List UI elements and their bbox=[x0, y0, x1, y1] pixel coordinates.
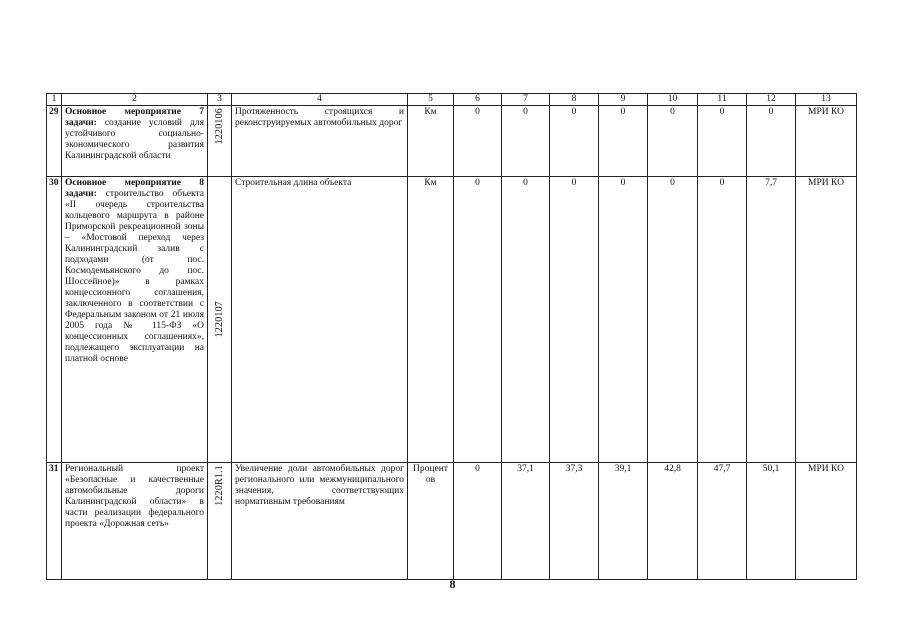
budget-code-cell bbox=[208, 463, 232, 580]
indicator-name: Увеличение доли автомобильных дорог регионального или межмуниципального значения, соответствующих нормативным требованиям bbox=[232, 463, 408, 580]
value-col-11: 0 bbox=[698, 177, 747, 463]
unit: Км bbox=[408, 106, 454, 177]
page-number: 8 bbox=[449, 577, 456, 591]
col-header-13: 13 bbox=[796, 94, 857, 106]
header-row bbox=[47, 94, 857, 106]
value-col-7: 0 bbox=[502, 106, 550, 177]
value-col-10: 0 bbox=[648, 106, 698, 177]
value-col-12: 0 bbox=[747, 106, 796, 177]
value-col-6: 0 bbox=[454, 177, 502, 463]
value-col-10: 0 bbox=[648, 177, 698, 463]
indicator-name: Строительная длина объекта bbox=[232, 177, 408, 463]
activity-name bbox=[62, 177, 208, 463]
table-row bbox=[47, 177, 857, 463]
col-header-3: 3 bbox=[208, 94, 232, 106]
activity-name-text: создание условий для устойчивого социально-экономического развития Калининградской области bbox=[65, 118, 205, 161]
value-col-6: 0 bbox=[454, 463, 502, 580]
activity-name-bold: Основное мероприятие 7 задачи: bbox=[65, 107, 204, 128]
indicators-table bbox=[46, 93, 857, 580]
budget-code: 1220106 bbox=[214, 108, 225, 145]
budget-code-cell bbox=[208, 106, 232, 177]
responsible: МРИ КО bbox=[796, 106, 857, 177]
value-col-8: 0 bbox=[550, 177, 599, 463]
value-col-7: 0 bbox=[502, 177, 550, 463]
value-col-12: 50,1 bbox=[747, 463, 796, 580]
value-col-11: 0 bbox=[698, 106, 747, 177]
activity-name-text: Региональный проект «Безопасные и качественные автомобильные дороги Калининградской области» в части реализации федерального проекта «Дорожная сеть» bbox=[65, 464, 204, 529]
value-col-11: 47,7 bbox=[698, 463, 747, 580]
col-header-8: 8 bbox=[550, 94, 599, 106]
budget-code: 1220107 bbox=[214, 301, 225, 338]
budget-code: 1220R1.1 bbox=[214, 465, 225, 506]
activity-name-text: строительство объекта «II очередь строительства кольцевого маршрута в районе Приморской рекреационной зоны – «Мостовой переход через Калининградский залив с подходами (от пос. Космодемьянского до пос. Шоссейное)» в рамках концессионного соглашения, заключенного в соответствии с Федеральным законом от 21 июля 2005 года № 115-ФЗ «О концессионных соглашениях», подлежащего эксплуатации на платной основе bbox=[65, 189, 204, 364]
value-col-9: 0 bbox=[599, 177, 648, 463]
row-number: 31 bbox=[47, 463, 62, 580]
value-col-9: 39,1 bbox=[599, 463, 648, 580]
unit: Процентов bbox=[408, 463, 454, 580]
table-row bbox=[47, 106, 857, 177]
table-row bbox=[47, 463, 857, 580]
col-header-4: 4 bbox=[232, 94, 408, 106]
indicator-name: Протяженность строящихся и реконструируемых автомобильных дорог bbox=[232, 106, 408, 177]
value-col-8: 37,3 bbox=[550, 463, 599, 580]
col-header-11: 11 bbox=[698, 94, 747, 106]
budget-code-cell bbox=[208, 177, 232, 463]
activity-name-bold: Основное мероприятие 8 задачи: bbox=[65, 178, 204, 199]
col-header-2: 2 bbox=[62, 94, 208, 106]
col-header-6: 6 bbox=[454, 94, 502, 106]
value-col-6: 0 bbox=[454, 106, 502, 177]
value-col-7: 37,1 bbox=[502, 463, 550, 580]
col-header-1: 1 bbox=[47, 94, 62, 106]
row-number: 30 bbox=[47, 177, 62, 463]
activity-name bbox=[62, 463, 208, 580]
col-header-10: 10 bbox=[648, 94, 698, 106]
unit: Км bbox=[408, 177, 454, 463]
col-header-7: 7 bbox=[502, 94, 550, 106]
col-header-5: 5 bbox=[408, 94, 454, 106]
col-header-12: 12 bbox=[747, 94, 796, 106]
value-col-8: 0 bbox=[550, 106, 599, 177]
col-header-9: 9 bbox=[599, 94, 648, 106]
value-col-10: 42,8 bbox=[648, 463, 698, 580]
value-col-12: 7,7 bbox=[747, 177, 796, 463]
row-number: 29 bbox=[47, 106, 62, 177]
value-col-9: 0 bbox=[599, 106, 648, 177]
responsible: МРИ КО bbox=[796, 463, 857, 580]
responsible: МРИ КО bbox=[796, 177, 857, 463]
activity-name bbox=[62, 106, 208, 177]
